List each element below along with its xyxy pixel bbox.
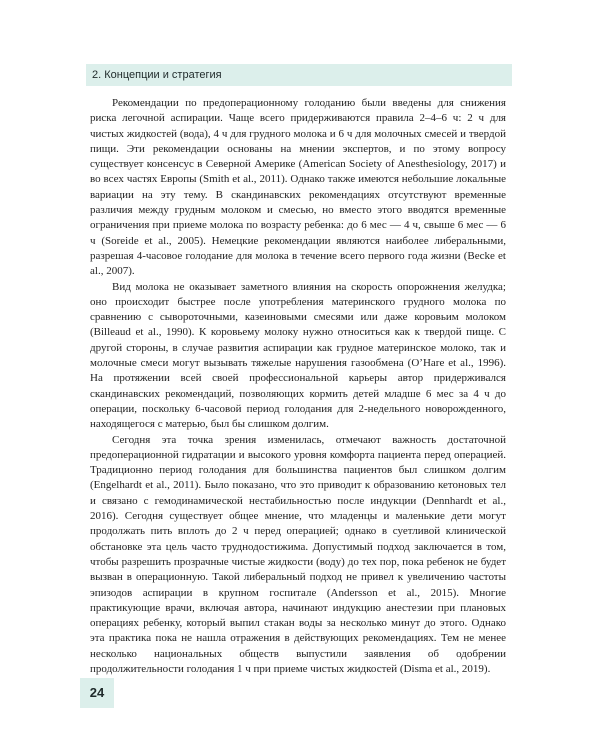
page-number: 24 — [80, 678, 114, 708]
paragraph-1: Рекомендации по предоперационному голоданию были введены для снижения риска легочной аспирации. Чаще всего придерживаются правила 2–4–6 ч: 2 ч для чистых жидкостей (вода), 4 ч для грудного молока и 6 ч для молочных смесей и твердой пищи. Эти рекомендации основаны на мнении экспертов, и по этому вопросу существует консенсус в Северной Америке (American Society of Anesthesiology, 2017) и во всех частях Европы (Smith et al., 2011). Однако также имеются небольшие локальные вариации на эту тему. В скандинавских рекомендациях отсутствуют временные различия между грудным молоком и смесью, но вместо этого вводятся временные ограничения при приеме молока по возрасту ребенка: до 6 мес — 4 ч, свыше 6 мес — 6 ч (Soreide et al., 2005). Немецкие рекомендации являются наиболее либеральными, разрешая 4-часовое голодание для молока в течение всего первого года жизни (Becke et al., 2007). — [90, 97, 506, 278]
section-title: 2. Концепции и стратегия — [92, 69, 222, 81]
page-body — [90, 96, 506, 677]
section-header — [86, 64, 512, 86]
paragraph-3: Сегодня эта точка зрения изменилась, отмечают важность достаточной предоперационной гидратации и высокого уровня комфорта пациента перед операцией. Традиционно период голодания для большинства пациентов был слишком долгим (Engelhardt et al., 2011). Было показано, что это приводит к образованию кетоновых тел и связано с гемодинамической нестабильностью после индукции (Dennhardt et al., 2016). Сегодня существует общее мнение, что младенцы и маленькие дети могут продолжать пить вплоть до 2 ч перед операцией; однако в суетливой клинической обстановке эта цель часто труднодостижима. Допустимый подход заключается в том, чтобы разрешить прозрачные чистые жидкости (воду) до тех пор, пока ребенок не будет вызван в операционную. Такой либеральный подход не привел к увеличению частоты эпизодов аспирации в крупном госпитале (Andersson et al., 2015). Многие практикующие врачи, включая автора, начинают индукцию анестезии при плановых операциях ребенку, который выпил стакан воды за несколько минут до этого. Однако эта практика пока не нашла отражения в действующих рекомендациях. Тем не менее несколько национальных обществ выпустили заявления об одобрении продолжительности голодания 1 ч при приеме чистых жидкостей (Disma et al., 2019). — [90, 433, 506, 675]
paragraph-2: Вид молока не оказывает заметного влияния на скорость опорожнения желудка; оно происходит быстрее после употребления материнского грудного молока по сравнению с сывороточными, казеиновыми смесями или даже коровьим молоком (Billeaud et al., 1990). К коровьему молоку нужно относиться как к твердой пище. С другой стороны, в случае развития аспирации как грудное материнское молоко, так и молочные смеси могут вызывать тяжелые нарушения газообмена (O’Hare et al., 1996). На протяжении всей своей профессиональной карьеры автор придерживался скандинавских рекомендаций, позволяющих кормить детей младше 6 мес за 4 ч до операции, поскольку 6-часовой период голодания для 2-недельного новорожденного, находящегося с матерью, был бы слишком долгим. — [90, 280, 506, 431]
